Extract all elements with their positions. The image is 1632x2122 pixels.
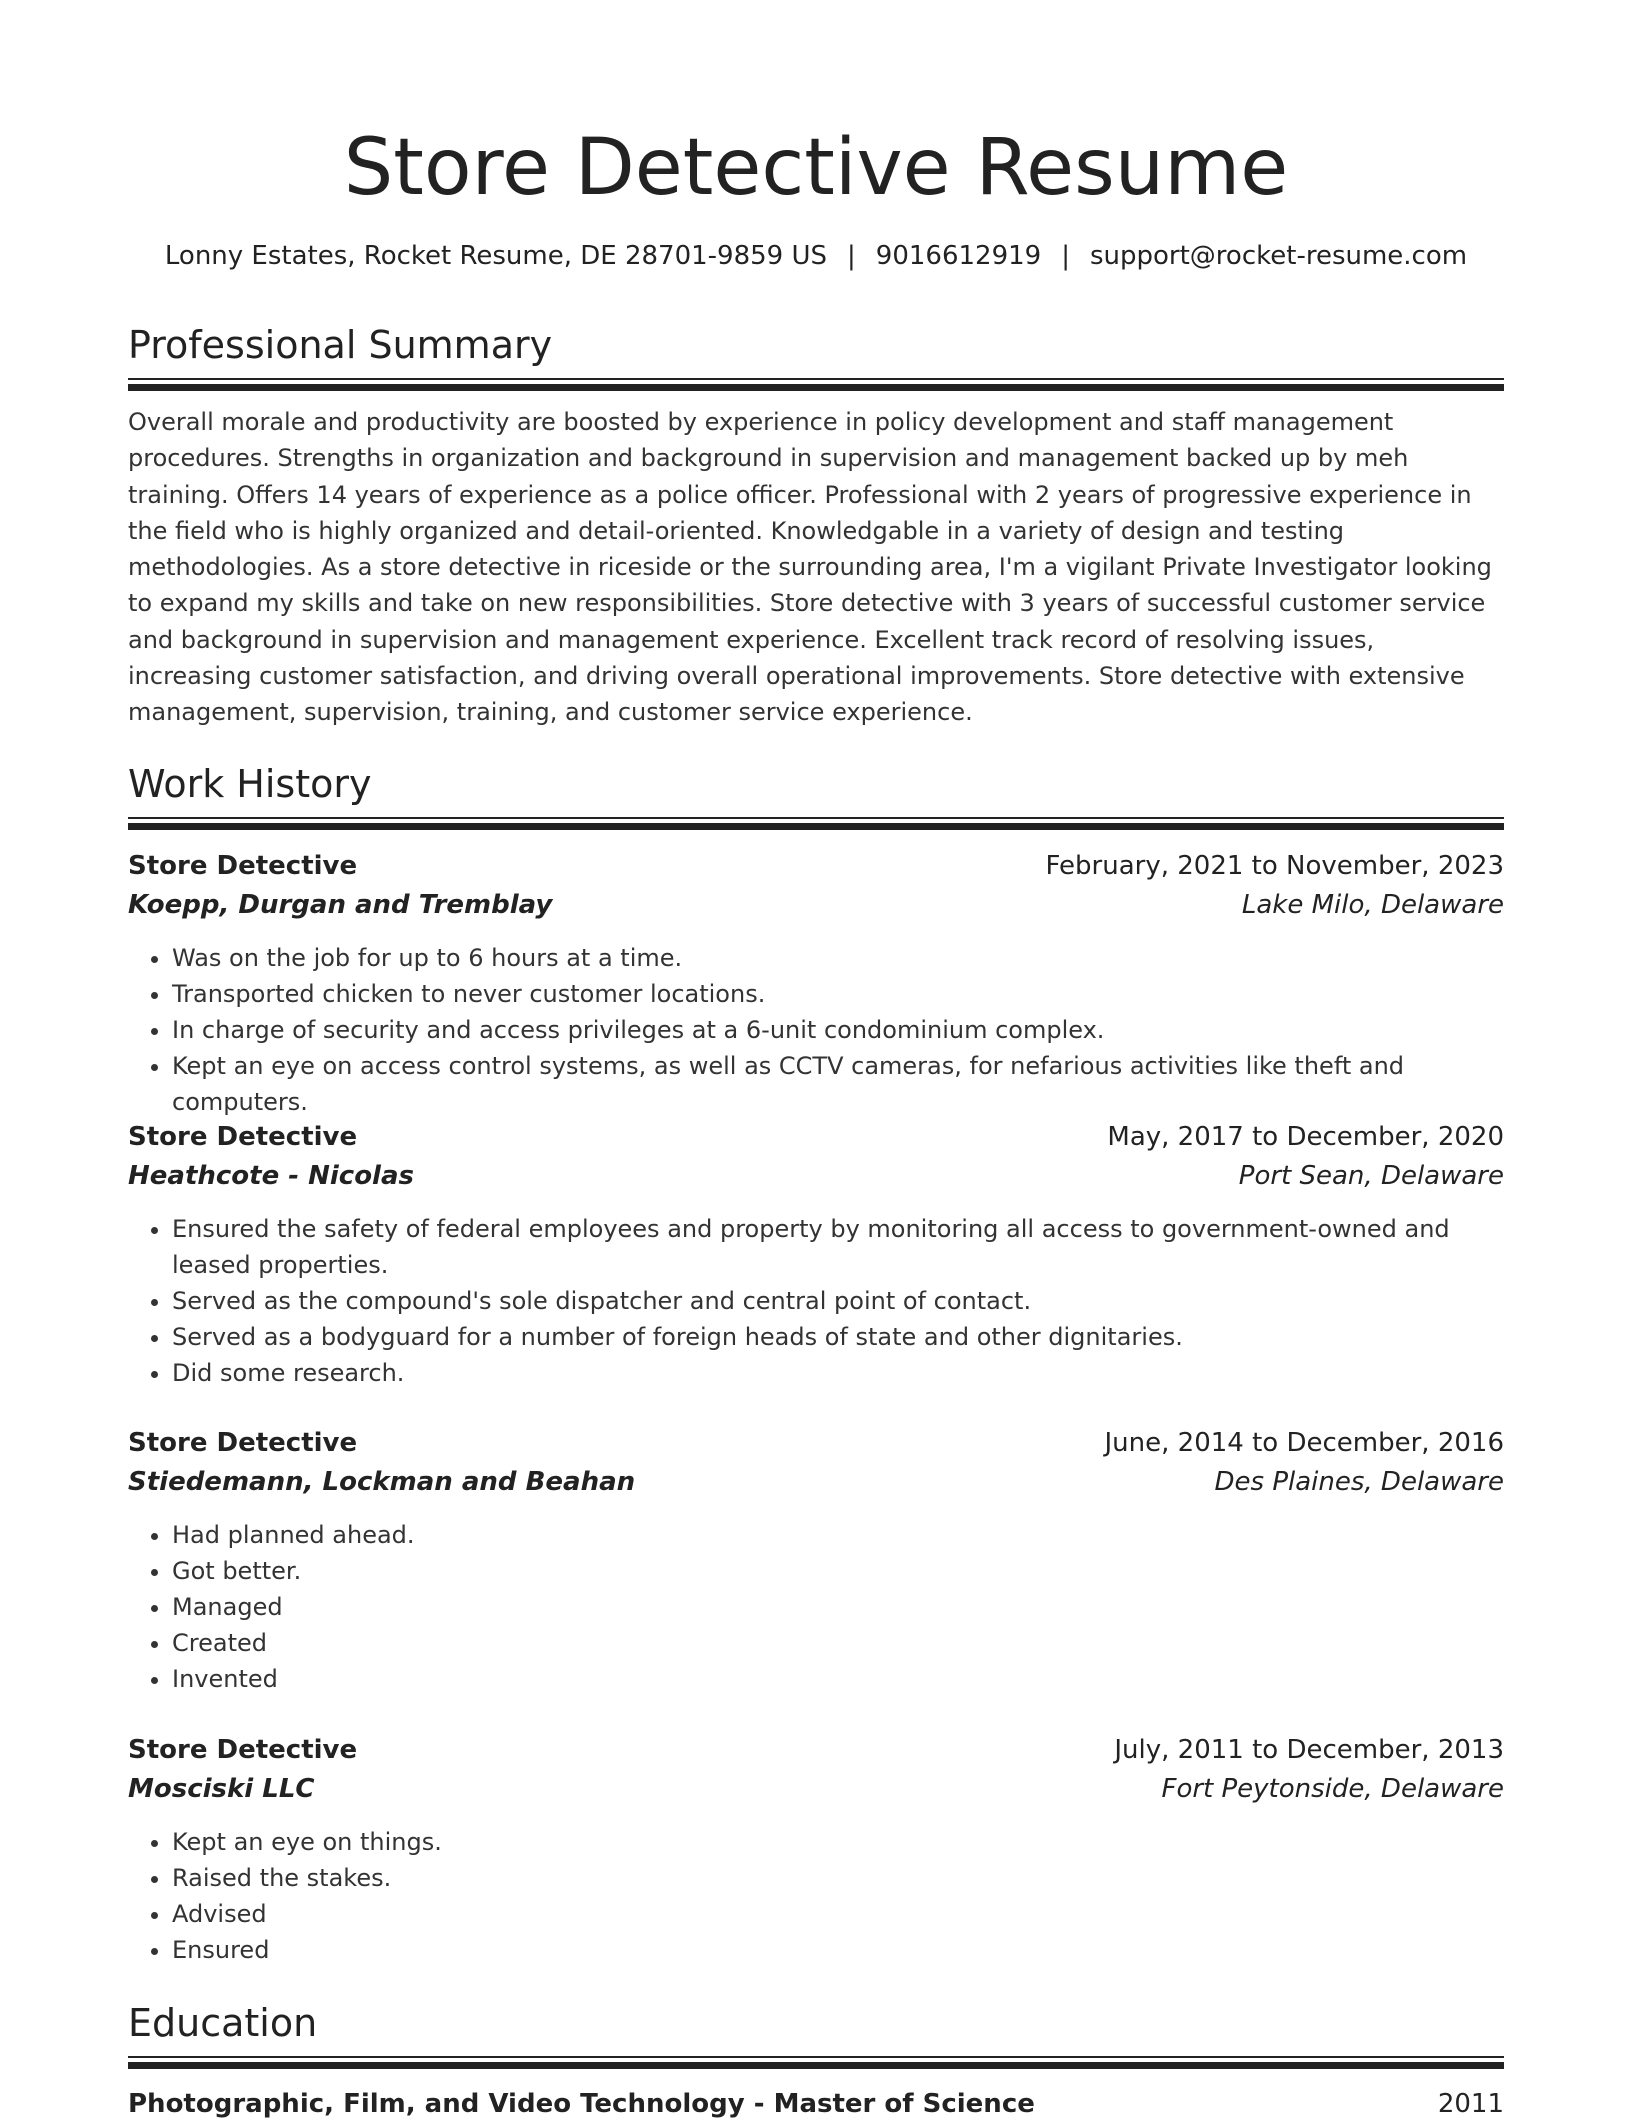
job-bullets	[128, 1211, 1504, 1391]
job-bullet: • Kept an eye on things.	[172, 1824, 1504, 1860]
contact-address: Lonny Estates, Rocket Resume, DE 28701-9859 US	[164, 241, 828, 271]
job-entry	[128, 1425, 1504, 1697]
job-bullet: • Raised the stakes.	[172, 1860, 1504, 1896]
job-bullets	[128, 940, 1504, 1120]
job-header	[128, 1732, 1504, 1771]
job-bullet: • Had planned ahead.	[172, 1517, 1504, 1553]
job-bullet: • Advised	[172, 1896, 1504, 1932]
job-dates: May, 2017 to December, 2020	[1107, 1122, 1504, 1152]
work-history-heading: Work History	[128, 762, 372, 806]
job-title: Store Detective	[128, 1428, 358, 1458]
job-company: Mosciski LLC	[128, 1774, 315, 1804]
job-company: Heathcote - Nicolas	[128, 1161, 414, 1191]
summary-heading: Professional Summary	[128, 323, 553, 367]
contact-phone: 9016612919	[875, 241, 1042, 271]
job-bullet: • Ensured	[172, 1932, 1504, 1968]
job-header	[128, 1119, 1504, 1158]
job-subheader	[128, 1158, 1504, 1197]
contact-email: support@rocket-resume.com	[1089, 241, 1468, 271]
job-dates: February, 2021 to November, 2023	[1045, 851, 1504, 881]
section-divider	[128, 384, 1504, 391]
job-bullet: • Served as a bodyguard for a number of foreign heads of state and other dignitaries.	[172, 1319, 1504, 1355]
section-divider	[128, 817, 1504, 819]
job-bullet: • Created	[172, 1625, 1504, 1661]
job-dates: June, 2014 to December, 2016	[1104, 1428, 1504, 1458]
job-dates: July, 2011 to December, 2013	[1114, 1735, 1504, 1765]
job-bullet: • Got better.	[172, 1553, 1504, 1589]
job-bullet: • Transported chicken to never customer locations.	[172, 976, 1504, 1012]
job-entry	[128, 1732, 1504, 1968]
work-history-section-header	[128, 759, 1504, 809]
job-location: Lake Milo, Delaware	[1241, 890, 1504, 920]
job-bullets	[128, 1824, 1504, 1968]
education-section-header	[128, 1998, 1504, 2048]
education-entry	[128, 2086, 1504, 2122]
job-bullet: • In charge of security and access privileges at a 6-unit condominium complex.	[172, 1012, 1504, 1048]
job-location: Des Plaines, Delaware	[1214, 1467, 1504, 1497]
job-title: Store Detective	[128, 851, 358, 881]
job-location: Port Sean, Delaware	[1238, 1161, 1504, 1191]
job-bullet: • Ensured the safety of federal employees and property by monitoring all access to government-owned and leased properties.	[172, 1211, 1504, 1283]
job-title: Store Detective	[128, 1735, 358, 1765]
section-divider	[128, 378, 1504, 380]
job-header	[128, 1425, 1504, 1464]
job-entry	[128, 848, 1504, 1120]
job-company: Stiedemann, Lockman and Beahan	[128, 1467, 636, 1497]
job-bullet: • Did some research.	[172, 1355, 1504, 1391]
job-entry	[128, 1119, 1504, 1391]
job-bullet: • Managed	[172, 1589, 1504, 1625]
job-bullet: • Served as the compound's sole dispatcher and central point of contact.	[172, 1283, 1504, 1319]
summary-text: Overall morale and productivity are boosted by experience in policy development and staff management procedures. Strengths in organization and background in supervision and management backed up by meh training. Offers 14 years of experience as a police officer. Professional with 2 years of progressive experience in the field who is highly organized and detail-oriented. Knowledgable in a variety of design and testing methodologies. As a store detective in riceside or the surrounding area, I'm a vigilant Private Investigator looking to expand my skills and take on new responsibilities. Store detective with 3 years of successful customer service and background in supervision and management experience. Excellent track record of resolving issues, increasing customer satisfaction, and driving overall operational improvements. Store detective with extensive management, supervision, training, and customer service experience.	[128, 408, 1492, 727]
section-divider	[128, 823, 1504, 830]
job-bullets	[128, 1517, 1504, 1697]
job-bullet: • Kept an eye on access control systems, as well as CCTV cameras, for nefarious activities like theft and computers.	[172, 1048, 1504, 1120]
job-bullet: • Was on the job for up to 6 hours at a time.	[172, 940, 1504, 976]
education-degree: Photographic, Film, and Video Technology - Master of Science	[128, 2089, 1035, 2119]
job-header	[128, 848, 1504, 887]
job-subheader	[128, 1771, 1504, 1810]
education-year: 2011	[1437, 2089, 1504, 2119]
section-divider	[128, 2062, 1504, 2069]
job-subheader	[128, 887, 1504, 926]
job-company: Koepp, Durgan and Tremblay	[128, 890, 553, 920]
contact-separator: |	[847, 241, 856, 271]
section-divider	[128, 2056, 1504, 2058]
summary-section-header	[128, 320, 1504, 370]
resume-title: Store Detective Resume	[343, 123, 1289, 213]
job-location: Fort Peytonside, Delaware	[1161, 1774, 1504, 1804]
contact-line	[128, 238, 1504, 274]
job-title: Store Detective	[128, 1122, 358, 1152]
job-bullet: • Invented	[172, 1661, 1504, 1697]
education-heading: Education	[128, 2001, 318, 2045]
job-subheader	[128, 1464, 1504, 1503]
contact-separator: |	[1061, 241, 1070, 271]
